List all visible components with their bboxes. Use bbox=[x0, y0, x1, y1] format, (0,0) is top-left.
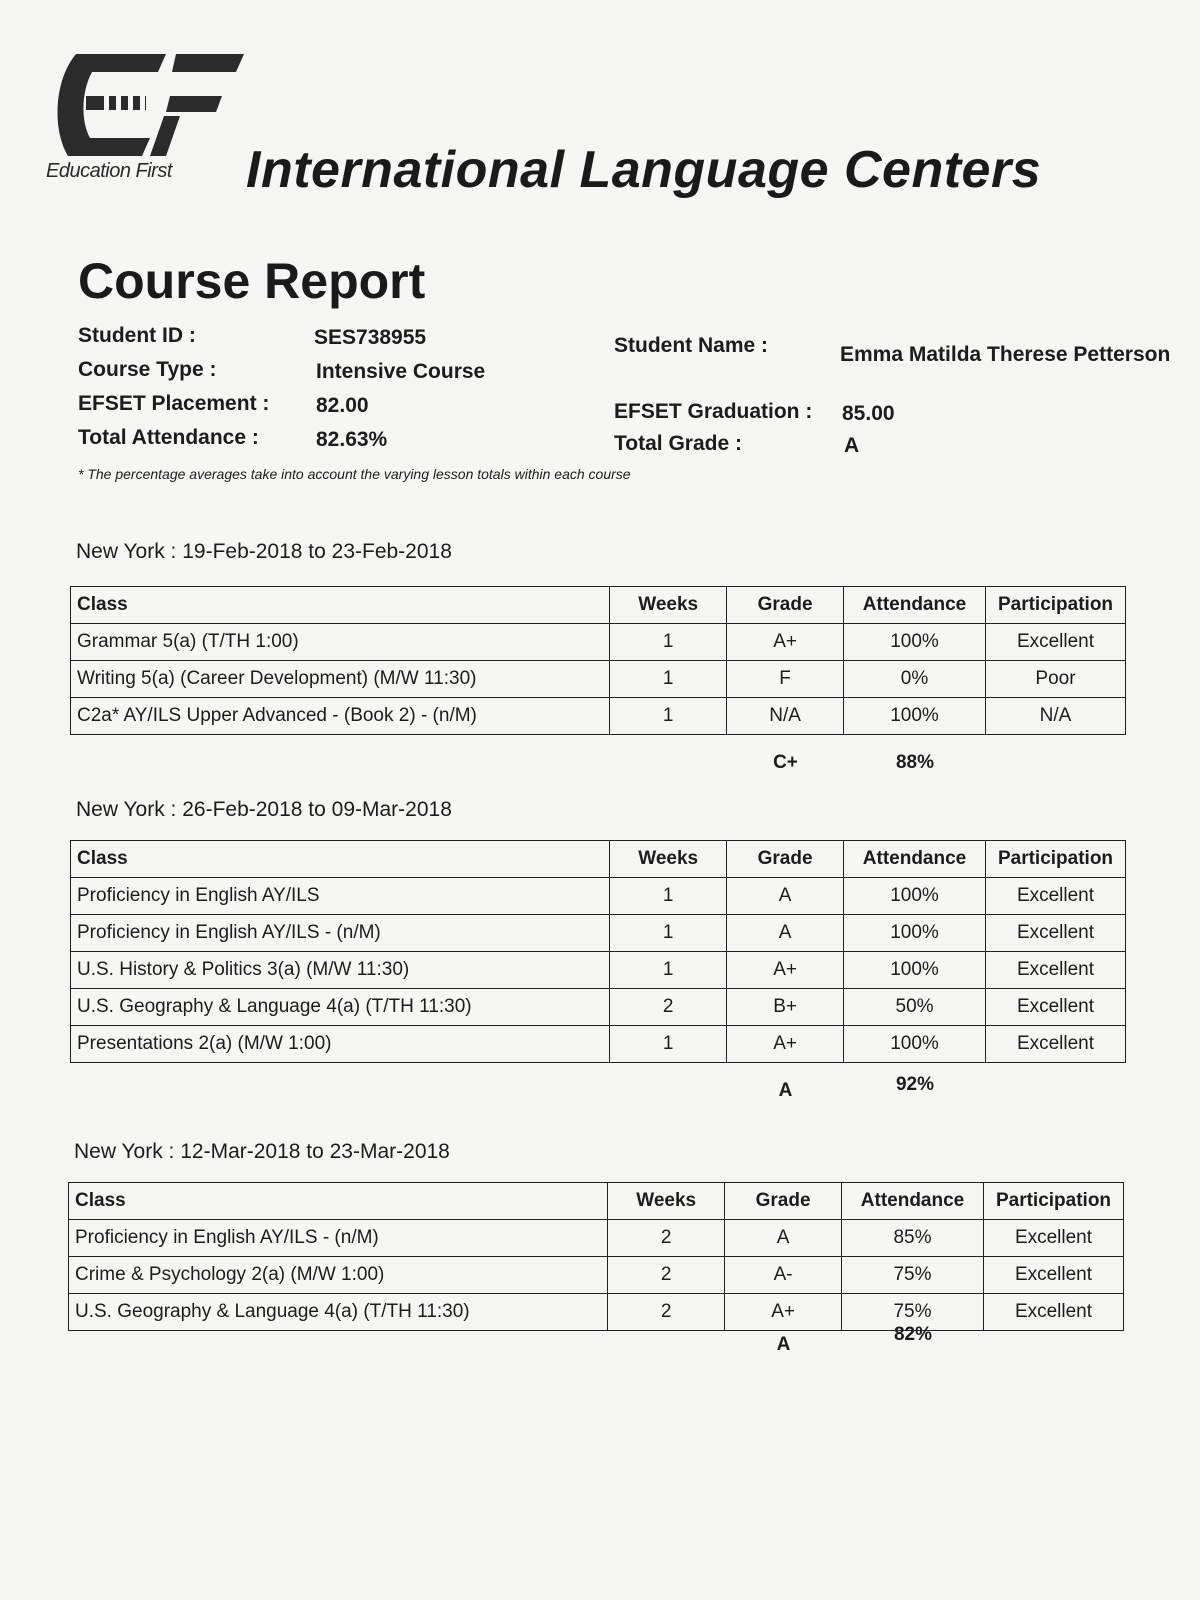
organization-title: International Language Centers bbox=[246, 141, 1042, 199]
weeks-cell: 2 bbox=[608, 1294, 725, 1331]
student-id-value: SES738955 bbox=[314, 326, 427, 349]
grade-cell: A bbox=[727, 878, 844, 915]
participation-cell: Excellent bbox=[983, 1220, 1123, 1257]
section-summary-attendance: 88% bbox=[895, 752, 935, 773]
section-summary-attendance: 82% bbox=[893, 1324, 933, 1345]
column-header-grade: Grade bbox=[725, 1183, 842, 1220]
section-summary-grade: C+ bbox=[773, 752, 798, 773]
efset-placement-value: 82.00 bbox=[316, 394, 369, 417]
class-cell: Crime & Psychology 2(a) (M/W 1:00) bbox=[69, 1257, 608, 1294]
table-row bbox=[71, 915, 1126, 952]
grade-cell: A bbox=[725, 1220, 842, 1257]
column-header-weeks: Weeks bbox=[610, 841, 727, 878]
class-cell: U.S. Geography & Language 4(a) (T/TH 11:30) bbox=[69, 1294, 608, 1331]
class-cell: U.S. History & Politics 3(a) (M/W 11:30) bbox=[71, 952, 610, 989]
class-cell: Grammar 5(a) (T/TH 1:00) bbox=[71, 624, 610, 661]
column-header-class: Class bbox=[71, 841, 610, 878]
participation-cell: Excellent bbox=[983, 1294, 1123, 1331]
efset-placement-label: EFSET Placement : bbox=[78, 392, 270, 415]
course-table bbox=[68, 1182, 1124, 1331]
weeks-cell: 2 bbox=[608, 1220, 725, 1257]
table-row bbox=[71, 878, 1126, 915]
report-title: Course Report bbox=[78, 253, 426, 309]
table-header-row bbox=[71, 587, 1126, 624]
table-row bbox=[71, 661, 1126, 698]
table-row bbox=[71, 624, 1126, 661]
participation-cell: Excellent bbox=[985, 952, 1125, 989]
course-table bbox=[70, 840, 1126, 1063]
course-table bbox=[70, 586, 1126, 735]
column-header-participation: Participation bbox=[983, 1183, 1123, 1220]
table-header-row bbox=[71, 841, 1126, 878]
student-name-value: Emma Matilda Therese Petterson bbox=[840, 343, 1171, 366]
participation-cell: Excellent bbox=[985, 915, 1125, 952]
column-header-attendance: Attendance bbox=[842, 1183, 984, 1220]
column-header-weeks: Weeks bbox=[608, 1183, 725, 1220]
logo-caption: Education First bbox=[46, 160, 172, 182]
class-cell: Presentations 2(a) (M/W 1:00) bbox=[71, 1026, 610, 1063]
class-cell: Proficiency in English AY/ILS - (n/M) bbox=[69, 1220, 608, 1257]
participation-cell: Excellent bbox=[985, 624, 1125, 661]
grade-cell: A bbox=[727, 915, 844, 952]
grade-cell: A- bbox=[725, 1257, 842, 1294]
column-header-class: Class bbox=[71, 587, 610, 624]
attendance-cell: 85% bbox=[842, 1220, 984, 1257]
table-row bbox=[71, 698, 1126, 735]
table-row bbox=[69, 1220, 1124, 1257]
table-header-row bbox=[69, 1183, 1124, 1220]
participation-cell: N/A bbox=[985, 698, 1125, 735]
section-period: New York : 12-Mar-2018 to 23-Mar-2018 bbox=[74, 1140, 450, 1163]
grade-cell: A+ bbox=[727, 952, 844, 989]
section-period: New York : 19-Feb-2018 to 23-Feb-2018 bbox=[76, 540, 452, 563]
total-attendance-value: 82.63% bbox=[316, 428, 388, 451]
weeks-cell: 1 bbox=[610, 661, 727, 698]
column-header-participation: Participation bbox=[985, 841, 1125, 878]
participation-cell: Excellent bbox=[983, 1257, 1123, 1294]
section-summary-attendance: 92% bbox=[895, 1074, 935, 1095]
class-cell: Writing 5(a) (Career Development) (M/W 11:30) bbox=[71, 661, 610, 698]
attendance-cell: 0% bbox=[844, 661, 986, 698]
column-header-participation: Participation bbox=[985, 587, 1125, 624]
column-header-attendance: Attendance bbox=[844, 587, 986, 624]
section-summary-grade: A bbox=[778, 1080, 793, 1101]
attendance-cell: 100% bbox=[844, 624, 986, 661]
attendance-cell: 50% bbox=[844, 989, 986, 1026]
weeks-cell: 2 bbox=[610, 989, 727, 1026]
class-cell: Proficiency in English AY/ILS - (n/M) bbox=[71, 915, 610, 952]
section-period: New York : 26-Feb-2018 to 09-Mar-2018 bbox=[76, 798, 452, 821]
class-cell: U.S. Geography & Language 4(a) (T/TH 11:30) bbox=[71, 989, 610, 1026]
grade-cell: B+ bbox=[727, 989, 844, 1026]
grade-cell: A+ bbox=[727, 1026, 844, 1063]
efset-graduation-value: 85.00 bbox=[842, 402, 895, 425]
weeks-cell: 1 bbox=[610, 624, 727, 661]
attendance-cell: 100% bbox=[844, 1026, 986, 1063]
section-summary-grade: A bbox=[776, 1334, 791, 1355]
weeks-cell: 1 bbox=[610, 1026, 727, 1063]
course-type-label: Course Type : bbox=[78, 358, 217, 381]
attendance-cell: 100% bbox=[844, 952, 986, 989]
course-type-value: Intensive Course bbox=[316, 360, 486, 383]
class-cell: Proficiency in English AY/ILS bbox=[71, 878, 610, 915]
efset-graduation-label: EFSET Graduation : bbox=[614, 400, 813, 423]
grade-cell: F bbox=[727, 661, 844, 698]
total-grade-value: A bbox=[844, 434, 860, 457]
column-header-class: Class bbox=[69, 1183, 608, 1220]
table-row bbox=[71, 952, 1126, 989]
table-row bbox=[71, 1026, 1126, 1063]
weeks-cell: 2 bbox=[608, 1257, 725, 1294]
participation-cell: Poor bbox=[985, 661, 1125, 698]
participation-cell: Excellent bbox=[985, 1026, 1125, 1063]
weeks-cell: 1 bbox=[610, 952, 727, 989]
column-header-grade: Grade bbox=[727, 841, 844, 878]
grade-cell: N/A bbox=[727, 698, 844, 735]
class-cell: C2a* AY/ILS Upper Advanced - (Book 2) - (n/M) bbox=[71, 698, 610, 735]
column-header-grade: Grade bbox=[727, 587, 844, 624]
participation-cell: Excellent bbox=[985, 989, 1125, 1026]
attendance-cell: 75% bbox=[842, 1257, 984, 1294]
weeks-cell: 1 bbox=[610, 915, 727, 952]
table-row bbox=[69, 1257, 1124, 1294]
weeks-cell: 1 bbox=[610, 698, 727, 735]
footnote: * The percentage averages take into account the varying lesson totals within each course bbox=[78, 466, 631, 482]
participation-cell: Excellent bbox=[985, 878, 1125, 915]
attendance-cell: 100% bbox=[844, 915, 986, 952]
attendance-cell: 75% bbox=[842, 1294, 984, 1331]
table-row bbox=[71, 989, 1126, 1026]
column-header-weeks: Weeks bbox=[610, 587, 727, 624]
column-header-attendance: Attendance bbox=[844, 841, 986, 878]
total-attendance-label: Total Attendance : bbox=[78, 426, 259, 449]
attendance-cell: 100% bbox=[844, 698, 986, 735]
grade-cell: A+ bbox=[727, 624, 844, 661]
grade-cell: A+ bbox=[725, 1294, 842, 1331]
student-id-label: Student ID : bbox=[78, 324, 196, 347]
total-grade-label: Total Grade : bbox=[614, 432, 742, 455]
student-name-label: Student Name : bbox=[614, 334, 769, 357]
weeks-cell: 1 bbox=[610, 878, 727, 915]
attendance-cell: 100% bbox=[844, 878, 986, 915]
